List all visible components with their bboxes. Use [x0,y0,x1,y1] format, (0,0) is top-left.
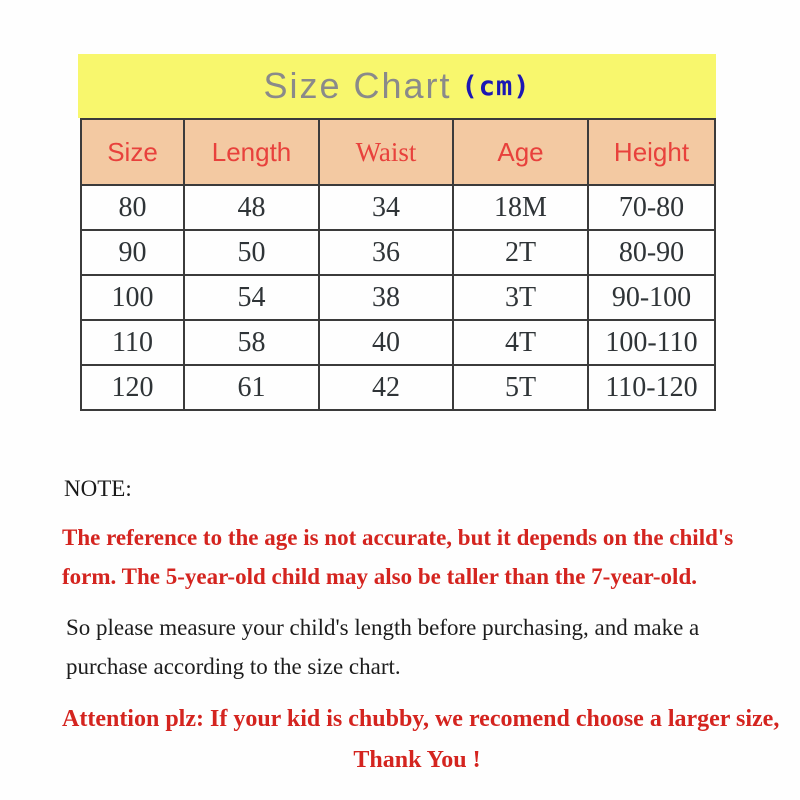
measure-advice-line1: So please measure your child's length before purchasing, and make a [66,615,700,640]
header-waist: Waist [319,119,453,185]
table-row [81,365,715,410]
header-age: Age [453,119,588,185]
attention-line: Attention plz: If your kid is chubby, we recomend choose a larger size, [62,706,780,732]
age-cell: 2T [453,230,588,275]
size-chart-banner [78,54,716,118]
age-cell: 3T [453,275,588,320]
table-row [81,320,715,365]
measure-advice-line2: purchase according to the size chart. [66,654,401,679]
notes-section [62,476,780,781]
length-cell: 48 [184,185,319,230]
length-cell: 54 [184,275,319,320]
waist-cell: 38 [319,275,453,320]
banner-unit-cm: (cm) [461,70,531,102]
note-label: NOTE: [64,476,132,501]
age-cell: 18M [453,185,588,230]
size-cell: 120 [81,365,184,410]
size-cell: 80 [81,185,184,230]
measure-advice-note [66,608,772,686]
size-cell: 100 [81,275,184,320]
waist-cell: 36 [319,230,453,275]
header-height: Height [588,119,715,185]
header-length: Length [184,119,319,185]
age-cell: 5T [453,365,588,410]
size-cell: 110 [81,320,184,365]
header-size: Size [81,119,184,185]
thank-you-line: Thank You ! [353,747,481,773]
table-row [81,275,715,320]
height-cell: 110-120 [588,365,715,410]
age-accuracy-note-line1: The reference to the age is not accurate, but it depends on the child's [62,525,734,550]
age-accuracy-note-line2: form. The 5-year-old child may also be taller than the 7-year-old. [62,564,697,589]
height-cell: 90-100 [588,275,715,320]
table-row [81,230,715,275]
length-cell: 61 [184,365,319,410]
table-row [81,185,715,230]
size-table [80,118,716,411]
height-cell: 80-90 [588,230,715,275]
length-cell: 50 [184,230,319,275]
attention-note [62,699,780,781]
table-header-row [81,119,715,185]
waist-cell: 40 [319,320,453,365]
length-cell: 58 [184,320,319,365]
age-accuracy-note [62,518,772,596]
size-cell: 90 [81,230,184,275]
height-cell: 70-80 [588,185,715,230]
height-cell: 100-110 [588,320,715,365]
banner-title: Size Chart [263,65,452,106]
waist-cell: 42 [319,365,453,410]
waist-cell: 34 [319,185,453,230]
age-cell: 4T [453,320,588,365]
